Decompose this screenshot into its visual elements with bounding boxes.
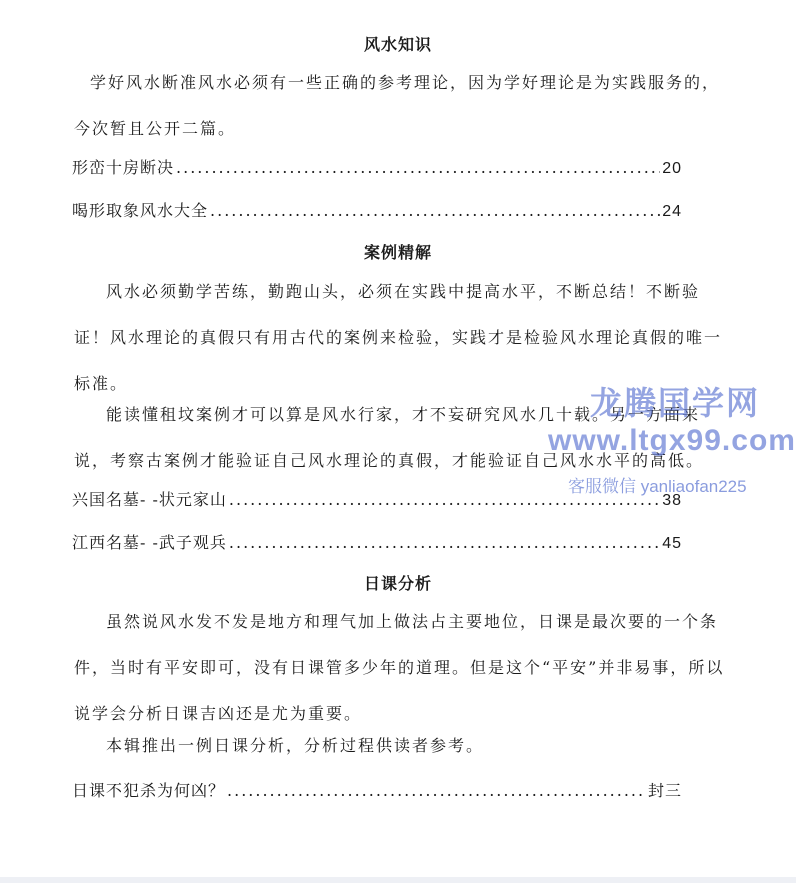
section-title-daily: 日课分析	[363, 574, 432, 593]
daily-intro-paragraph: 虽然说风水发不发是地方和理气加上做法占主要地位，日课是最次要的一个条件，当时有平安即可，没有日课管多少年的道理。但是这个“平安”并非易事，所以说学会分析日课吉凶还是尤为重要。	[74, 612, 725, 723]
fengshui-intro-paragraph: 学好风水断准风水必须有一些正确的参考理论，因为学好理论是为实践服务的，今次暂且公开二篇。	[74, 73, 721, 138]
toc-entry-title: 日课不犯杀为何凶？	[72, 781, 226, 800]
watermark-title: 龙腾国学网	[590, 384, 761, 422]
toc-leader-dots	[227, 781, 646, 800]
toc-entry-title: 兴国名墓- -状元家山	[72, 490, 227, 509]
toc-entry	[72, 155, 682, 178]
toc-leader-dots	[229, 533, 660, 552]
toc-entry-page: 38	[662, 492, 682, 509]
toc-entry-page: 24	[662, 203, 682, 220]
cases-intro-paragraph: 风水必须勤学苦练，勤跑山头，必须在实践中提高水平，不断总结！不断验证！风水理论的真假只有用古代的案例来检验，实践才是检验风水理论真假的唯一标准。	[74, 282, 723, 393]
toc-entry	[72, 530, 682, 553]
daily-second-paragraph: 本辑推出一例日课分析，分析过程供读者参考。	[106, 736, 485, 755]
toc-leader-dots	[176, 158, 660, 177]
toc-entry	[72, 778, 682, 801]
watermark-contact: 客服微信 yanliaofan225	[568, 477, 747, 496]
bottom-divider	[0, 877, 796, 883]
cases-second-paragraph: 能读懂租坟案例才可以算是风水行家，才不妄研究风水几十载。另一方面来说，考察古案例才能验证自己风水理论的真假，才能验证自己风水水平的高低。	[74, 405, 705, 470]
section-title-cases: 案例精解	[363, 243, 432, 262]
toc-leader-dots	[210, 201, 660, 220]
toc-entry	[72, 198, 682, 221]
watermark-url: www.ltgx99.com	[548, 424, 796, 457]
toc-entry-page: 封三	[647, 783, 682, 800]
section-title-fengshui: 风水知识	[363, 35, 432, 54]
toc-entry-title: 江西名墓- -武子观兵	[72, 533, 227, 552]
toc-entry-page: 45	[662, 535, 682, 552]
toc-entry-page: 20	[662, 160, 682, 177]
toc-entry-title: 形峦十房断决	[72, 158, 175, 177]
toc-entry-title: 喝形取象风水大全	[72, 201, 209, 220]
